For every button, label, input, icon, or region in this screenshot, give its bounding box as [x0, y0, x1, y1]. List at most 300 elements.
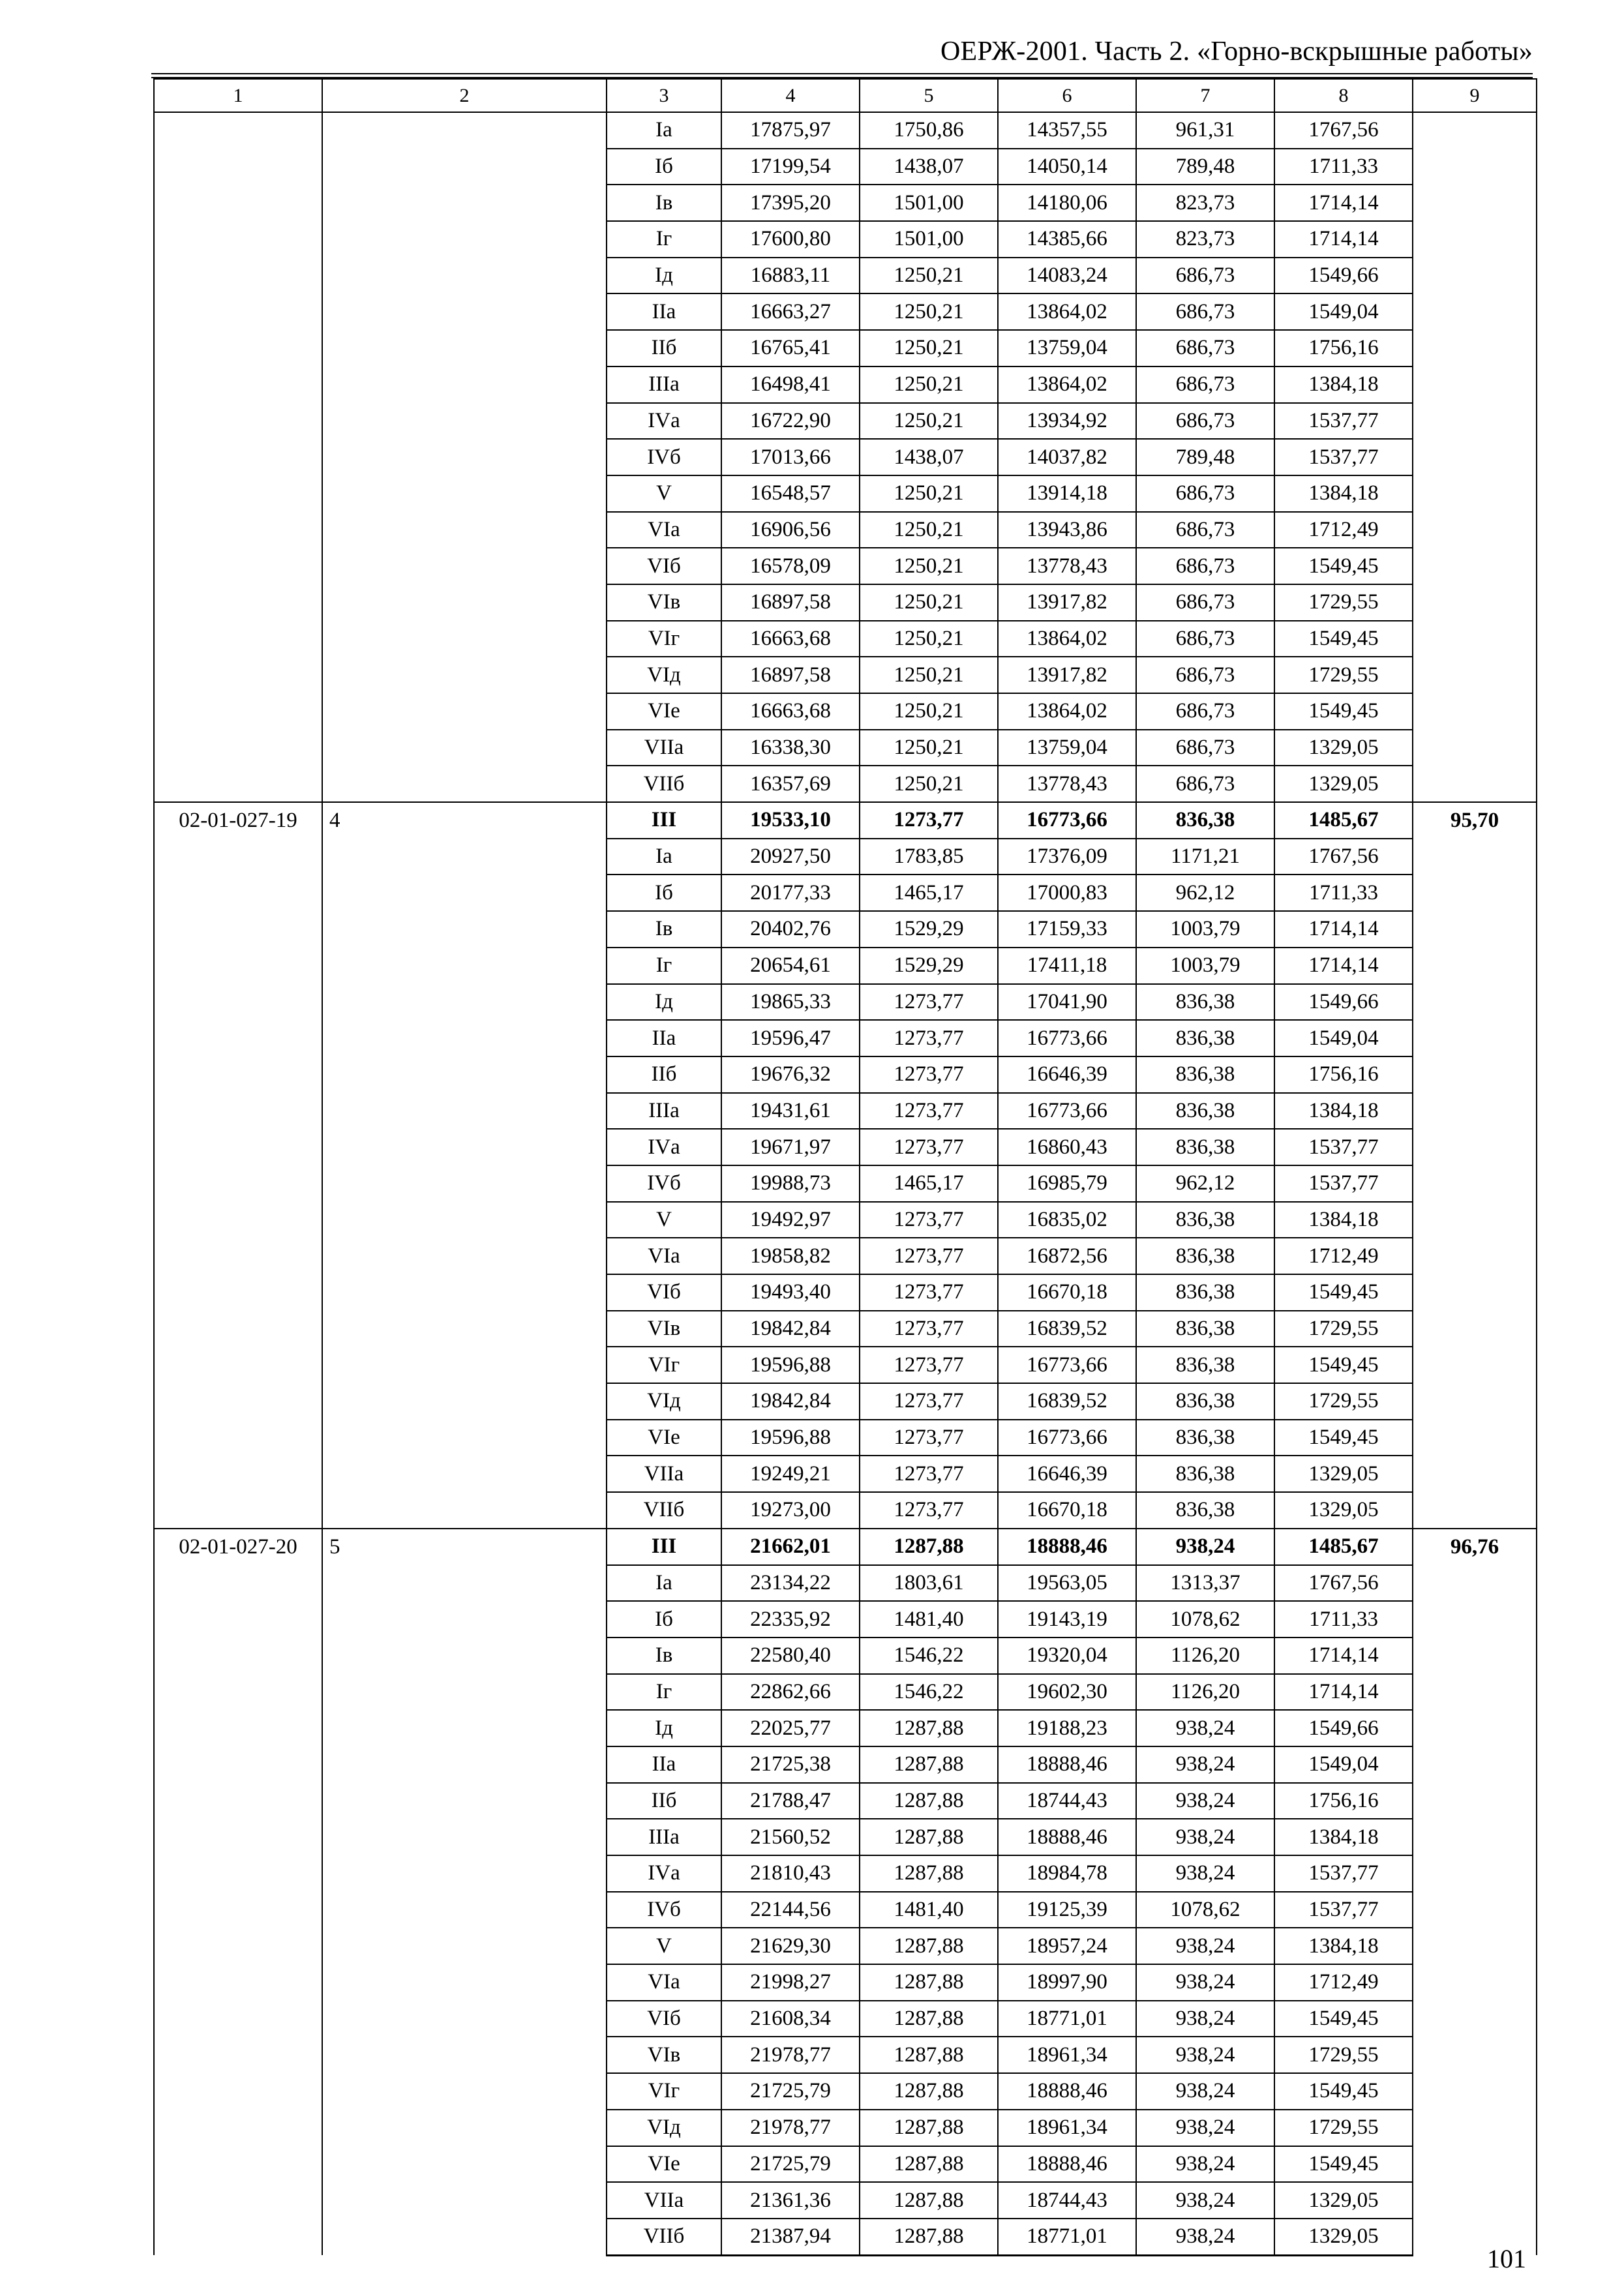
value-cell: 19842,84 [721, 1383, 860, 1420]
zone-cell: IIа [607, 1020, 721, 1056]
zone-cell: V [607, 475, 721, 512]
value-cell: 1767,56 [1274, 839, 1413, 875]
column-number: 9 [1413, 79, 1537, 112]
column-number-row [154, 79, 1537, 112]
value-cell: 1756,16 [1274, 330, 1413, 367]
zone-cell: VIг [607, 2073, 721, 2110]
value-cell: 13759,04 [998, 730, 1136, 766]
value-cell: 1287,88 [860, 2073, 998, 2110]
value-cell: 1549,45 [1274, 693, 1413, 730]
value-cell: 1546,22 [860, 1674, 998, 1711]
value-cell: 16646,39 [998, 1056, 1136, 1093]
value-cell: 16839,52 [998, 1311, 1136, 1347]
zone-cell: VIIб [607, 766, 721, 802]
value-cell: 1287,88 [860, 2146, 998, 2183]
value-cell: 1329,05 [1274, 2182, 1413, 2219]
value-cell: 19671,97 [721, 1129, 860, 1165]
value-cell: 938,24 [1136, 1529, 1274, 1565]
value-cell: 1546,22 [860, 1638, 998, 1674]
value-cell: 17199,54 [721, 149, 860, 185]
table-row [154, 1529, 1537, 1565]
value-cell: 1287,88 [860, 1529, 998, 1565]
value-cell: 1729,55 [1274, 1311, 1413, 1347]
value-cell: 16663,27 [721, 293, 860, 330]
value-cell: 18888,46 [998, 1746, 1136, 1783]
value-cell: 1273,77 [860, 1129, 998, 1165]
value-cell: 1329,05 [1274, 730, 1413, 766]
value-cell: 1465,17 [860, 1165, 998, 1202]
value-cell: 1078,62 [1136, 1892, 1274, 1928]
value-cell: 938,24 [1136, 1855, 1274, 1892]
value-cell: 1537,77 [1274, 1129, 1413, 1165]
value-cell: 1384,18 [1274, 1202, 1413, 1238]
zone-cell: VIг [607, 1347, 721, 1383]
value-cell: 13759,04 [998, 330, 1136, 367]
value-cell: 1250,21 [860, 584, 998, 621]
value-cell: 1711,33 [1274, 149, 1413, 185]
value-cell: 686,73 [1136, 621, 1274, 657]
value-cell: 16897,58 [721, 584, 860, 621]
value-cell: 17376,09 [998, 839, 1136, 875]
zone-cell: Iд [607, 984, 721, 1021]
value-cell: 18888,46 [998, 1819, 1136, 1855]
value-cell: 1250,21 [860, 766, 998, 802]
zone-cell: VIе [607, 693, 721, 730]
value-cell: 836,38 [1136, 1420, 1274, 1456]
value-cell: 686,73 [1136, 657, 1274, 693]
value-cell: 686,73 [1136, 548, 1274, 584]
value-cell: 1729,55 [1274, 584, 1413, 621]
value-cell: 1529,29 [860, 911, 998, 948]
value-cell: 21361,36 [721, 2182, 860, 2219]
value-cell: 1273,77 [860, 1238, 998, 1274]
labor-cost-cell [1413, 112, 1537, 802]
zone-cell: V [607, 1202, 721, 1238]
value-cell: 19842,84 [721, 1311, 860, 1347]
value-cell: 823,73 [1136, 185, 1274, 221]
value-cell: 686,73 [1136, 293, 1274, 330]
zone-cell: IVб [607, 439, 721, 475]
value-cell: 1729,55 [1274, 1383, 1413, 1420]
value-cell: 1783,85 [860, 839, 998, 875]
value-cell: 1549,45 [1274, 2146, 1413, 2183]
value-cell: 962,12 [1136, 875, 1274, 911]
value-cell: 22580,40 [721, 1638, 860, 1674]
value-cell: 1250,21 [860, 367, 998, 403]
work-name-cell [322, 112, 607, 802]
value-cell: 938,24 [1136, 1928, 1274, 1964]
value-cell: 19858,82 [721, 1238, 860, 1274]
value-cell: 13864,02 [998, 621, 1136, 657]
value-cell: 17875,97 [721, 112, 860, 149]
value-cell: 1250,21 [860, 512, 998, 548]
value-cell: 21725,38 [721, 1746, 860, 1783]
value-cell: 1273,77 [860, 1093, 998, 1130]
value-cell: 1003,79 [1136, 911, 1274, 948]
value-cell: 686,73 [1136, 693, 1274, 730]
zone-cell: IIа [607, 1746, 721, 1783]
value-cell: 1287,88 [860, 2037, 998, 2073]
table-row [154, 112, 1537, 149]
value-cell: 962,12 [1136, 1165, 1274, 1202]
value-cell: 1250,21 [860, 693, 998, 730]
zone-cell: VIа [607, 1964, 721, 2001]
value-cell: 1287,88 [860, 1783, 998, 1819]
value-cell: 13778,43 [998, 548, 1136, 584]
zone-cell: VIIб [607, 2219, 721, 2255]
value-cell: 21629,30 [721, 1928, 860, 1964]
zone-cell: IIб [607, 1783, 721, 1819]
table-row [154, 802, 1537, 839]
value-cell: 1714,14 [1274, 1638, 1413, 1674]
zone-cell: Iа [607, 112, 721, 149]
value-cell: 1250,21 [860, 657, 998, 693]
work-name-cell: 4 [322, 802, 607, 1529]
zone-cell: VIIб [607, 1492, 721, 1529]
zone-cell: VIа [607, 512, 721, 548]
value-cell: 1273,77 [860, 1492, 998, 1529]
zone-cell: IIIа [607, 367, 721, 403]
value-cell: 1250,21 [860, 730, 998, 766]
value-cell: 13917,82 [998, 657, 1136, 693]
value-cell: 686,73 [1136, 403, 1274, 440]
labor-cost-cell: 95,70 [1413, 802, 1537, 1529]
value-cell: 1273,77 [860, 984, 998, 1021]
value-cell: 836,38 [1136, 1129, 1274, 1165]
value-cell: 1767,56 [1274, 1565, 1413, 1602]
value-cell: 13778,43 [998, 766, 1136, 802]
zone-cell: Iг [607, 1674, 721, 1711]
zone-cell: Iв [607, 185, 721, 221]
value-cell: 1384,18 [1274, 367, 1413, 403]
value-cell: 16839,52 [998, 1383, 1136, 1420]
value-cell: 1803,61 [860, 1565, 998, 1602]
value-cell: 1549,45 [1274, 2073, 1413, 2110]
value-cell: 14180,06 [998, 185, 1136, 221]
value-cell: 1712,49 [1274, 1964, 1413, 2001]
value-cell: 16773,66 [998, 1093, 1136, 1130]
value-cell: 1529,29 [860, 948, 998, 984]
value-cell: 22025,77 [721, 1710, 860, 1746]
value-cell: 1481,40 [860, 1601, 998, 1638]
value-cell: 16773,66 [998, 802, 1136, 839]
value-cell: 686,73 [1136, 512, 1274, 548]
value-cell: 938,24 [1136, 1783, 1274, 1819]
value-cell: 1537,77 [1274, 1892, 1413, 1928]
value-cell: 16860,43 [998, 1129, 1136, 1165]
value-cell: 938,24 [1136, 2219, 1274, 2255]
value-cell: 18957,24 [998, 1928, 1136, 1964]
column-number: 6 [998, 79, 1136, 112]
value-cell: 14357,55 [998, 112, 1136, 149]
value-cell: 21560,52 [721, 1819, 860, 1855]
column-number: 4 [721, 79, 860, 112]
value-cell: 1287,88 [860, 1928, 998, 1964]
zone-cell: Iд [607, 258, 721, 294]
value-cell: 20654,61 [721, 948, 860, 984]
value-cell: 18771,01 [998, 2001, 1136, 2037]
value-cell: 1501,00 [860, 221, 998, 258]
value-cell: 14050,14 [998, 149, 1136, 185]
value-cell: 1767,56 [1274, 112, 1413, 149]
value-cell: 16773,66 [998, 1020, 1136, 1056]
value-cell: 13914,18 [998, 475, 1136, 512]
value-cell: 18744,43 [998, 2182, 1136, 2219]
value-cell: 1273,77 [860, 1274, 998, 1311]
value-cell: 1714,14 [1274, 1674, 1413, 1711]
value-cell: 1711,33 [1274, 1601, 1413, 1638]
value-cell: 1537,77 [1274, 403, 1413, 440]
page-header-title: ОЕРЖ-2001. Часть 2. «Горно-вскрышные работы» [940, 37, 1533, 67]
column-number: 1 [154, 79, 322, 112]
value-cell: 938,24 [1136, 2110, 1274, 2146]
value-cell: 18771,01 [998, 2219, 1136, 2255]
value-cell: 938,24 [1136, 1710, 1274, 1746]
value-cell: 18888,46 [998, 1529, 1136, 1565]
value-cell: 686,73 [1136, 584, 1274, 621]
value-cell: 13934,92 [998, 403, 1136, 440]
value-cell: 16773,66 [998, 1420, 1136, 1456]
value-cell: 1384,18 [1274, 1093, 1413, 1130]
zone-cell: IVб [607, 1165, 721, 1202]
value-cell: 1287,88 [860, 2001, 998, 2037]
column-number: 7 [1136, 79, 1274, 112]
zone-cell: Iб [607, 1601, 721, 1638]
value-cell: 1501,00 [860, 185, 998, 221]
value-cell: 1313,37 [1136, 1565, 1274, 1602]
value-cell: 1756,16 [1274, 1056, 1413, 1093]
value-cell: 1329,05 [1274, 1492, 1413, 1529]
value-cell: 1273,77 [860, 1202, 998, 1238]
value-cell: 938,24 [1136, 1819, 1274, 1855]
value-cell: 16338,30 [721, 730, 860, 766]
value-cell: 1171,21 [1136, 839, 1274, 875]
value-cell: 1485,67 [1274, 1529, 1413, 1565]
column-number: 8 [1274, 79, 1413, 112]
value-cell: 21725,79 [721, 2146, 860, 2183]
zone-cell: Iг [607, 221, 721, 258]
value-cell: 1250,21 [860, 548, 998, 584]
value-cell: 22144,56 [721, 1892, 860, 1928]
value-cell: 1273,77 [860, 802, 998, 839]
value-cell: 16765,41 [721, 330, 860, 367]
value-cell: 836,38 [1136, 1274, 1274, 1311]
value-cell: 16663,68 [721, 693, 860, 730]
value-cell: 17013,66 [721, 439, 860, 475]
value-cell: 17411,18 [998, 948, 1136, 984]
value-cell: 1078,62 [1136, 1601, 1274, 1638]
value-cell: 17600,80 [721, 221, 860, 258]
value-cell: 18744,43 [998, 1783, 1136, 1819]
zone-cell: Iб [607, 875, 721, 911]
value-cell: 16883,11 [721, 258, 860, 294]
zone-cell: VIв [607, 1311, 721, 1347]
zone-cell: VIIа [607, 1456, 721, 1492]
value-cell: 21608,34 [721, 2001, 860, 2037]
value-cell: 938,24 [1136, 2037, 1274, 2073]
value-cell: 22862,66 [721, 1674, 860, 1711]
value-cell: 1273,77 [860, 1311, 998, 1347]
value-cell: 789,48 [1136, 439, 1274, 475]
zone-cell: IIIа [607, 1093, 721, 1130]
value-cell: 19596,88 [721, 1347, 860, 1383]
value-cell: 1465,17 [860, 875, 998, 911]
zone-cell: IVа [607, 1129, 721, 1165]
value-cell: 16872,56 [998, 1238, 1136, 1274]
value-cell: 1273,77 [860, 1020, 998, 1056]
value-cell: 1549,04 [1274, 293, 1413, 330]
value-cell: 836,38 [1136, 1383, 1274, 1420]
value-cell: 1287,88 [860, 1746, 998, 1783]
value-cell: 18961,34 [998, 2110, 1136, 2146]
value-cell: 14083,24 [998, 258, 1136, 294]
rate-code-cell [154, 112, 322, 802]
value-cell: 686,73 [1136, 258, 1274, 294]
zone-cell: IVб [607, 1892, 721, 1928]
value-cell: 19988,73 [721, 1165, 860, 1202]
value-cell: 1549,66 [1274, 258, 1413, 294]
value-cell: 18888,46 [998, 2146, 1136, 2183]
rate-code-cell: 02-01-027-19 [154, 802, 322, 1529]
zone-cell: Iв [607, 1638, 721, 1674]
column-number: 5 [860, 79, 998, 112]
value-cell: 1329,05 [1274, 2219, 1413, 2255]
value-cell: 938,24 [1136, 2073, 1274, 2110]
value-cell: 1003,79 [1136, 948, 1274, 984]
value-cell: 1537,77 [1274, 1165, 1413, 1202]
zone-cell: VIб [607, 1274, 721, 1311]
value-cell: 836,38 [1136, 1238, 1274, 1274]
zone-cell: Iд [607, 1710, 721, 1746]
zone-cell: IVа [607, 403, 721, 440]
value-cell: 961,31 [1136, 112, 1274, 149]
value-cell: 1481,40 [860, 1892, 998, 1928]
value-cell: 1485,67 [1274, 802, 1413, 839]
value-cell: 1287,88 [860, 1964, 998, 2001]
zone-cell: III [607, 802, 721, 839]
value-cell: 20927,50 [721, 839, 860, 875]
value-cell: 19563,05 [998, 1565, 1136, 1602]
zone-cell: VIIа [607, 2182, 721, 2219]
value-cell: 836,38 [1136, 1456, 1274, 1492]
value-cell: 1438,07 [860, 149, 998, 185]
value-cell: 13864,02 [998, 367, 1136, 403]
value-cell: 1250,21 [860, 258, 998, 294]
value-cell: 686,73 [1136, 330, 1274, 367]
value-cell: 1537,77 [1274, 1855, 1413, 1892]
zone-cell: VIд [607, 657, 721, 693]
value-cell: 19431,61 [721, 1093, 860, 1130]
value-cell: 18984,78 [998, 1855, 1136, 1892]
value-cell: 1711,33 [1274, 875, 1413, 911]
value-cell: 16722,90 [721, 403, 860, 440]
value-cell: 19249,21 [721, 1456, 860, 1492]
zone-cell: IIб [607, 1056, 721, 1093]
value-cell: 1126,20 [1136, 1638, 1274, 1674]
value-cell: 16357,69 [721, 766, 860, 802]
column-number: 2 [322, 79, 607, 112]
zone-cell: V [607, 1928, 721, 1964]
zone-cell: VIд [607, 2110, 721, 2146]
value-cell: 21662,01 [721, 1529, 860, 1565]
value-cell: 789,48 [1136, 149, 1274, 185]
zone-cell: IIб [607, 330, 721, 367]
value-cell: 19320,04 [998, 1638, 1136, 1674]
value-cell: 16498,41 [721, 367, 860, 403]
value-cell: 19493,40 [721, 1274, 860, 1311]
value-cell: 13917,82 [998, 584, 1136, 621]
value-cell: 686,73 [1136, 730, 1274, 766]
value-cell: 19125,39 [998, 1892, 1136, 1928]
value-cell: 1287,88 [860, 1819, 998, 1855]
zone-cell: Iг [607, 948, 721, 984]
value-cell: 686,73 [1136, 367, 1274, 403]
value-cell: 1714,14 [1274, 185, 1413, 221]
value-cell: 836,38 [1136, 984, 1274, 1021]
value-cell: 1549,66 [1274, 1710, 1413, 1746]
value-cell: 836,38 [1136, 1202, 1274, 1238]
value-cell: 836,38 [1136, 1492, 1274, 1529]
value-cell: 17041,90 [998, 984, 1136, 1021]
value-cell: 1250,21 [860, 621, 998, 657]
zone-cell: VIа [607, 1238, 721, 1274]
value-cell: 1384,18 [1274, 475, 1413, 512]
value-cell: 1729,55 [1274, 657, 1413, 693]
value-cell: 1712,49 [1274, 1238, 1413, 1274]
value-cell: 19676,32 [721, 1056, 860, 1093]
zone-cell: VIе [607, 2146, 721, 2183]
zone-cell: VIб [607, 2001, 721, 2037]
value-cell: 1549,45 [1274, 621, 1413, 657]
value-cell: 16548,57 [721, 475, 860, 512]
zone-cell: VIд [607, 1383, 721, 1420]
value-cell: 21387,94 [721, 2219, 860, 2255]
rates-table [153, 78, 1537, 2256]
value-cell: 686,73 [1136, 475, 1274, 512]
value-cell: 16670,18 [998, 1274, 1136, 1311]
value-cell: 1287,88 [860, 2182, 998, 2219]
value-cell: 17159,33 [998, 911, 1136, 948]
value-cell: 1287,88 [860, 1710, 998, 1746]
value-cell: 1729,55 [1274, 2110, 1413, 2146]
value-cell: 1384,18 [1274, 1928, 1413, 1964]
rate-code-cell: 02-01-027-20 [154, 1529, 322, 2255]
value-cell: 20402,76 [721, 911, 860, 948]
value-cell: 19602,30 [998, 1674, 1136, 1711]
value-cell: 686,73 [1136, 766, 1274, 802]
value-cell: 1250,21 [860, 330, 998, 367]
zone-cell: VIб [607, 548, 721, 584]
zone-cell: VIIа [607, 730, 721, 766]
zone-cell: VIв [607, 584, 721, 621]
value-cell: 836,38 [1136, 1056, 1274, 1093]
zone-cell: Iа [607, 839, 721, 875]
column-number: 3 [607, 79, 721, 112]
value-cell: 22335,92 [721, 1601, 860, 1638]
zone-cell: Iа [607, 1565, 721, 1602]
value-cell: 21998,27 [721, 1964, 860, 2001]
value-cell: 1714,14 [1274, 948, 1413, 984]
value-cell: 23134,22 [721, 1565, 860, 1602]
value-cell: 19492,97 [721, 1202, 860, 1238]
value-cell: 1250,21 [860, 403, 998, 440]
value-cell: 14037,82 [998, 439, 1136, 475]
value-cell: 938,24 [1136, 1964, 1274, 2001]
value-cell: 836,38 [1136, 1020, 1274, 1056]
value-cell: 1384,18 [1274, 1819, 1413, 1855]
value-cell: 1549,45 [1274, 548, 1413, 584]
value-cell: 16906,56 [721, 512, 860, 548]
